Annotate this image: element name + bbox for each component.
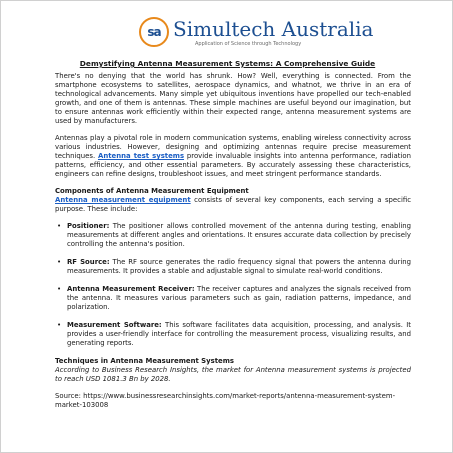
list-item [55,222,411,249]
techniques-section [55,357,411,384]
logo-text: sa [147,25,161,39]
antenna-test-systems-link[interactable]: Antenna test systems [97,152,185,160]
document-title: Demystifying Antenna Measurement Systems: A Comprehensive Guide [79,59,376,68]
list-item-label: Measurement Software: [67,321,162,329]
list-item [55,285,411,312]
intro-paragraph: There's no denying that the world has shrunk. How? Well, everything is connected. From the smartphone ecosystems to satellites, aerospace dynamics, and whatnot, we thrive in an era of technological advancements. Many simple yet ubiquitous inventions have propelled our tech-enabled growth, and one of them is antennas. These simple machines are useful beyond our imagination, but to ensure antennas work efficiently within their expected range, antenna measurement systems are used by manufacturers. [55,72,411,125]
list-item [55,321,411,348]
brand-name: Simultech Australia [173,16,374,41]
list-item-text [67,285,411,312]
techniques-heading: Techniques in Antenna Measurement Systems [55,357,234,365]
list-item [55,258,411,276]
source-citation: Source: https://www.businessresearchinsights.com/market-reports/antenna-measurement-system-market-103008 [55,392,396,409]
para2-after: provide invaluable insights into antenna performance, radiation patterns, efficiency, and other essential parameters. By accurately assessing these characteristics, engineers can refine designs, troubleshoot issues, and meet stringent performance standards. [55,152,411,178]
header-logo [139,15,373,49]
brand-tagline: Application of Science through Technology [195,40,302,47]
components-intro [55,196,411,214]
bullet-icon: • [57,222,62,230]
logo-icon [139,17,169,47]
list-item-body: The RF source generates the radio frequency signal that powers the antenna during measurements. It provides a stable and adjustable signal to simulate real-world conditions. [67,258,411,275]
components-list [55,222,411,348]
components-heading: Components of Antenna Measurement Equipment [55,187,249,195]
list-item-label: Antenna Measurement Receiver: [67,285,195,293]
list-item-body: The receiver captures and analyzes the signals received from the antenna. It measures various parameters such as gain, radiation patterns, impedance, and polarization. [67,285,412,311]
techniques-text: According to Business Research Insights, the market for Antenna measurement systems is projected to reach USD 1081.3 Bn by 2028. [55,366,411,383]
bullet-icon: • [57,285,62,293]
list-item-label: Positioner: [67,222,110,230]
bullet-icon: • [57,258,62,266]
list-item-body: The positioner allows controlled movement of the antenna during testing, enabling measurements at different angles and orientations. It ensures accurate data collection by precisely controlling the antenna's position. [67,222,411,248]
document-body [55,72,411,418]
list-item-text [67,258,411,276]
antenna-measurement-equipment-link[interactable]: Antenna measurement equipment [55,196,191,204]
bullet-icon: • [57,321,62,329]
brand [173,18,373,47]
list-item-text [67,222,411,249]
list-item-body: This software facilitates data acquisition, processing, and analysis. It provides a user-friendly interface for controlling the measurement process, visualizing results, and generating reports. [67,321,411,347]
components-section [55,187,411,348]
list-item-label: RF Source: [67,258,110,266]
para2-before: Antennas play a pivotal role in modern communication systems, enabling wireless connectivity across various industries. However, designing and optimizing antennas require precise measurement techniques. [55,134,411,160]
list-item-text [67,321,411,348]
components-intro-text: consists of several key components, each serving a specific purpose. These include: [55,196,411,213]
antenna-test-paragraph [55,134,411,179]
